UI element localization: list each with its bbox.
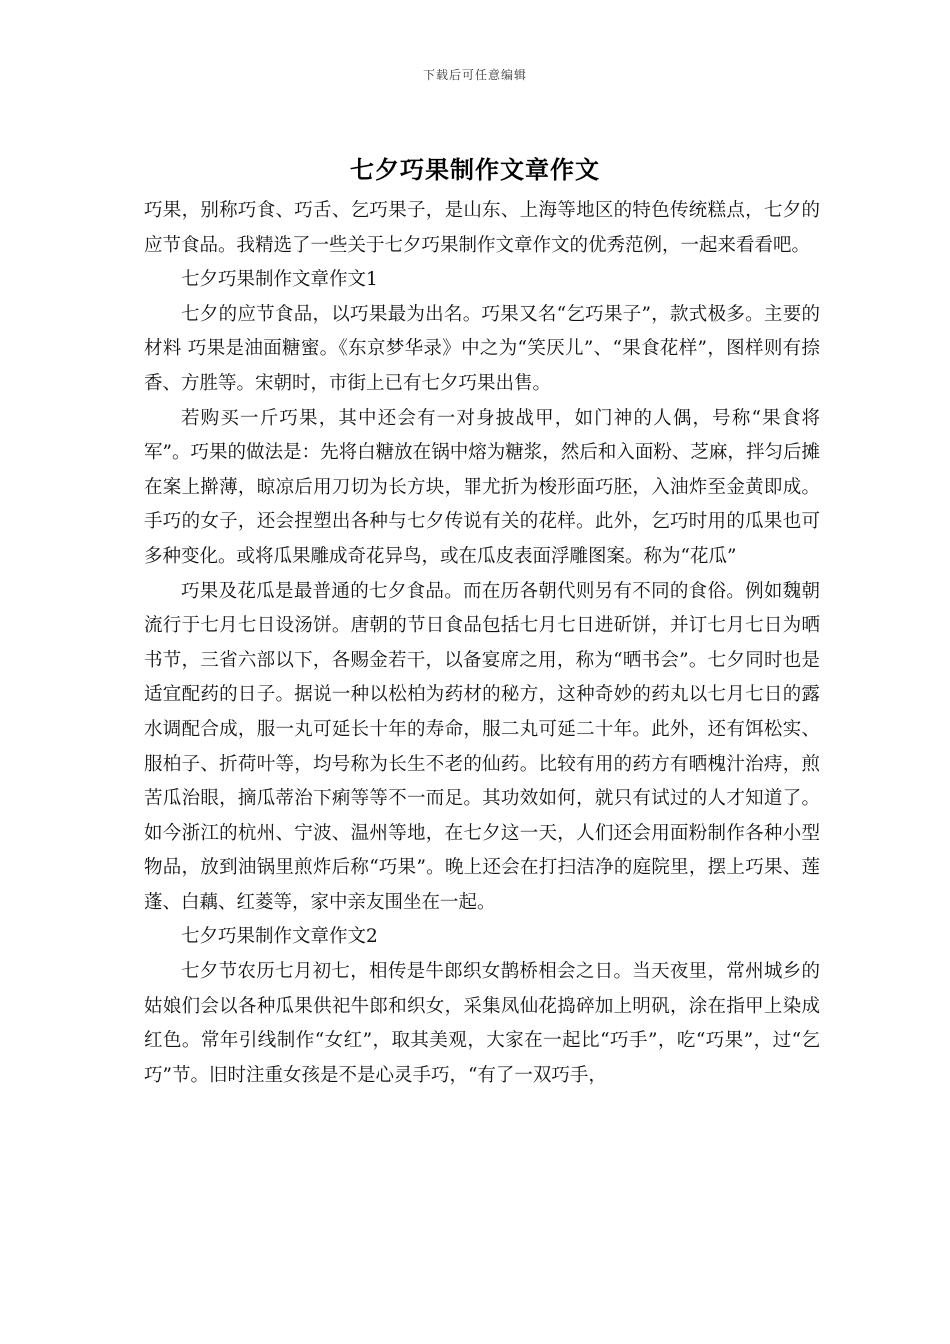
header-note: 下载后可任意编辑 (422, 68, 527, 82)
document-body (144, 194, 820, 1093)
section-1-heading: 七夕巧果制作文章作文1 (181, 269, 378, 291)
document-title: 七夕巧果制作文章作文 (350, 155, 600, 184)
section-1-paragraph-2: 若购买一斤巧果，其中还会有一对身披战甲，如门神的人偶，号称“果食将军”。巧果的做法是：先将白糖放在锅中熔为糖浆，然后和入面粉、芝麻，拌匀后摊在案上擀薄，晾凉后用刀切为长方块，罪尤折为梭形面巧胚，入油炸至金黄即成。手巧的女子，还会捏塑出各种与七夕传说有关的花样。此外，乞巧时用的瓜果也可多种变化。或将瓜果雕成奇花异鸟，或在瓜皮表面浮雕图案。称为“花瓜” (144, 407, 820, 567)
intro-paragraph: 巧果，别称巧食、巧舌、乞巧果子，是山东、上海等地区的特色传统糕点，七夕的应节食品。我精选了一些关于七夕巧果制作文章作文的优秀范例，一起来看看吧。 (144, 200, 820, 256)
section-2-heading: 七夕巧果制作文章作文2 (181, 926, 378, 948)
section-2-paragraph-1: 七夕节农历七月初七，相传是牛郎织女鹊桥相会之日。当天夜里，常州城乡的姑娘们会以各种瓜果供祀牛郎和织女，采集凤仙花捣碎加上明矾，涂在指甲上染成红色。常年引线制作“女红”，取其美观，大家在一起比“巧手”，吃“巧果”，过“乞巧”节。旧时注重女孩是不是心灵手巧，“有了一双巧手， (144, 961, 820, 1086)
section-1-paragraph-3: 巧果及花瓜是最普通的七夕食品。而在历各朝代则另有不同的食俗。例如魏朝流行于七月七日设汤饼。唐朝的节日食品包括七月七日进斫饼，并订七月七日为晒书节，三省六部以下，各赐金若干，以备宴席之用，称为“晒书会”。七夕同时也是适宜配药的日子。据说一种以松柏为药材的秘方，这种奇妙的药丸以七月七日的露水调配合成，服一丸可延长十年的寿命，服二丸可延二十年。此外，还有饵松实、服柏子、折荷叶等，均号称为长生不老的仙药。比较有用的药方有晒槐汁治痔，煎苦瓜治眼，摘瓜蒂治下痢等等不一而足。其功效如何，就只有试过的人才知道了。如今浙江的杭州、宁波、温州等地，在七夕这一天，人们还会用面粉制作各种小型物品，放到油锅里煎炸后称“巧果”。晚上还会在打扫洁净的庭院里，摆上巧果、莲蓬、白藕、红菱等，家中亲友围坐在一起。 (144, 580, 820, 913)
section-1-paragraph-1: 七夕的应节食品，以巧果最为出名。巧果又名“乞巧果子”，款式极多。主要的材料 巧果是油面糖蜜。《东京梦华录》中之为“笑厌儿”、“果食花样”，图样则有捺香、方胜等。宋朝时，市街上已有七夕巧果出售。 (144, 303, 820, 394)
